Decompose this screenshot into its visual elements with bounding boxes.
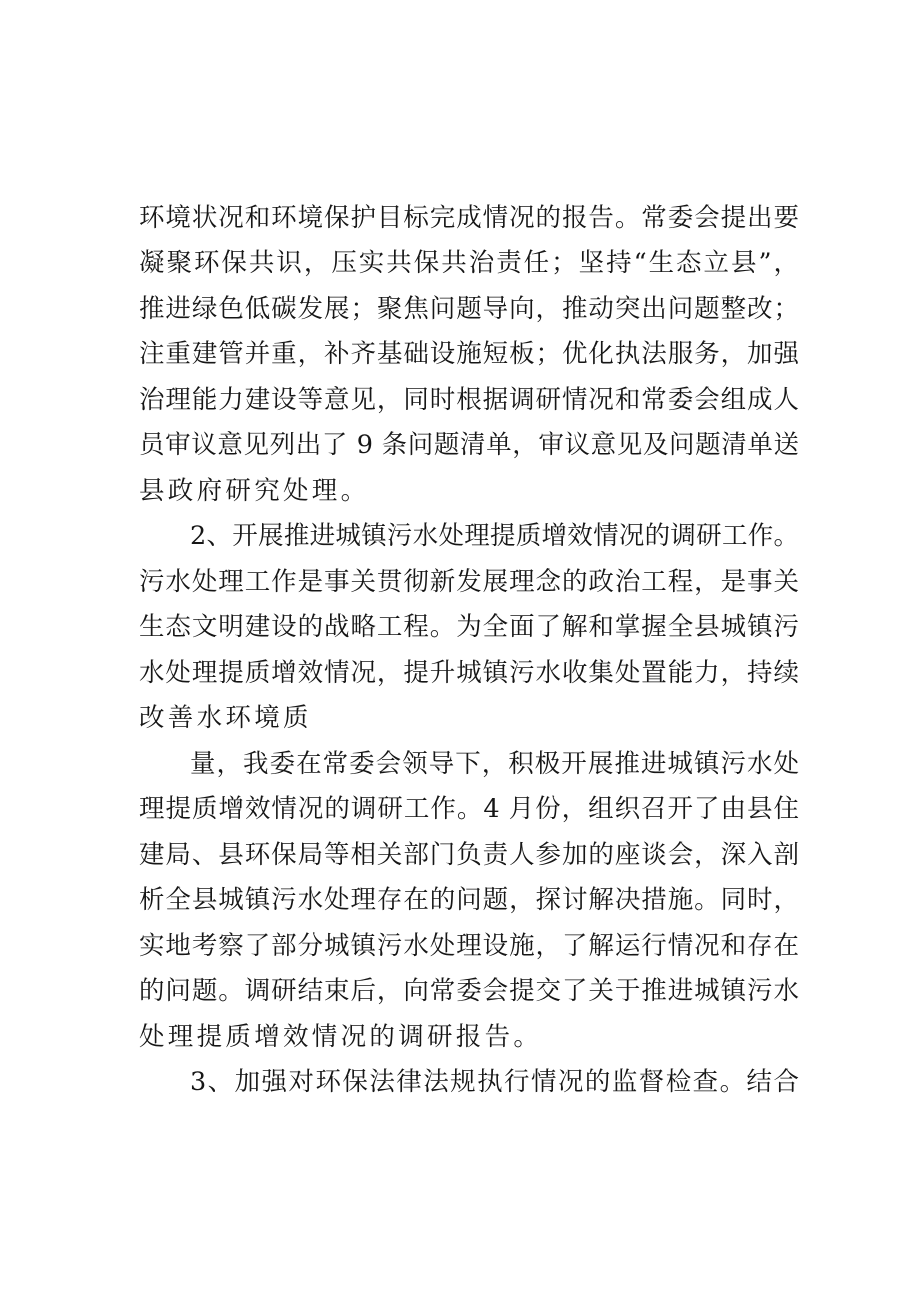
text-line: 量，我委在常委会领导下，积极开展推进城镇污水处 — [190, 749, 799, 779]
text-line: 理提质增效情况的调研工作。4 月份，组织召开了由县住 — [139, 794, 799, 824]
text-line: 环境状况和环境保护目标完成情况的报告。常委会提出要 — [139, 203, 799, 233]
text-line: 凝聚环保共识，压实共保共治责任；坚持“生态立县”， — [139, 248, 799, 278]
text-line: 注重建管并重，补齐基础设施短板；优化执法服务，加强 — [139, 339, 799, 369]
text-line: 员审议意见列出了 9 条问题清单，审议意见及问题清单送 — [139, 430, 799, 460]
text-line: 析全县城镇污水处理存在的问题，探讨解决措施。同时， — [139, 885, 799, 915]
section-heading-2: 2、开展推进城镇污水处理提质增效情况的调研工作。 — [190, 521, 799, 551]
text-line: 建局、县环保局等相关部门负责人参加的座谈会，深入剖 — [139, 840, 799, 870]
text-line: 污水处理工作是事关贯彻新发展理念的政治工程，是事关 — [139, 567, 799, 597]
section-heading-3: 3、加强对环保法律法规执行情况的监督检查。结合 — [190, 1067, 799, 1097]
text-line: 治理能力建设等意见，同时根据调研情况和常委会组成人 — [139, 385, 799, 415]
text-line: 县政府研究处理。 — [139, 476, 370, 506]
text-line: 水处理提质增效情况，提升城镇污水收集处置能力，持续 — [139, 658, 799, 688]
text-line: 生态文明建设的战略工程。为全面了解和掌握全县城镇污 — [139, 612, 799, 642]
text-line: 改善水环境质 — [139, 703, 312, 733]
text-line: 的问题。调研结束后，向常委会提交了关于推进城镇污水 — [139, 976, 799, 1006]
text-line: 处理提质增效情况的调研报告。 — [139, 1022, 543, 1052]
text-line: 实地考察了部分城镇污水处理设施，了解运行情况和存在 — [139, 931, 799, 961]
text-line: 推进绿色低碳发展；聚焦问题导向，推动突出问题整改； — [139, 294, 799, 324]
